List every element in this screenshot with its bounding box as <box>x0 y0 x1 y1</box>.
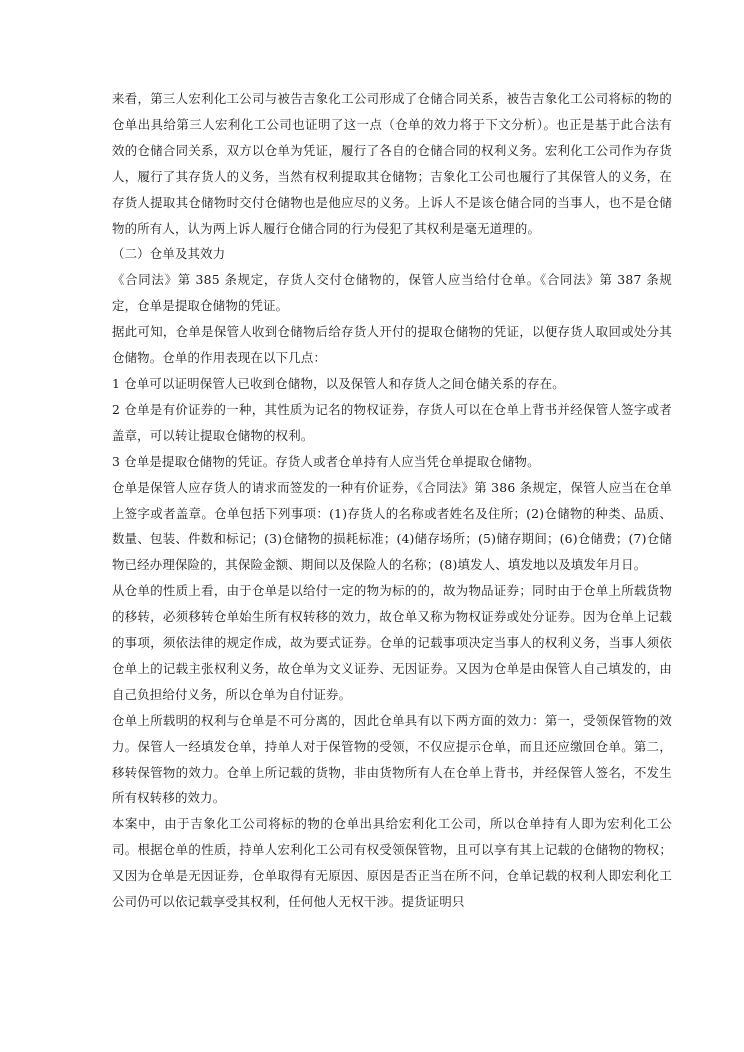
section-heading-warehouse-receipt: （二）仓单及其效力 <box>112 246 226 262</box>
paragraph-warehouse-contract: 来看，第三人宏利化工公司与被告吉象化工公司形成了仓储合同关系，被告吉象化工公司将标的物的仓单出具给第三人宏利化工公司也证明了这一点（仓单的效力将于下文分析）。也正是基于此合法有效的仓储合同关系，双方以仓单为凭证，履行了各自的仓储合同的权利义务。宏利化工公司作为存货人，履行了其存货人的义务，当然有权利提取其仓储物；吉象化工公司也履行了其保管人的义务，在存货人提取其仓储物时交付仓储物也是他应尽的义务。上诉人不是该仓储合同的当事人，也不是仓储物的所有人，认为两上诉人履行仓储合同的行为侵犯了其权利是毫无道理的。 <box>112 91 672 236</box>
paragraph-contract-law-articles: 《合同法》第 385 条规定，存货人交付仓储物的，保管人应当给付仓单。《合同法》第 387 条规定，仓单是提取仓储物的凭证。 <box>112 272 672 314</box>
paragraph-receipt-definition: 据此可知，仓单是保管人收到仓储物后给存货人开付的提取仓储物的凭证，以便存货人取回或处分其仓储物。仓单的作用表现在以下几点： <box>112 324 672 366</box>
document-body <box>112 86 672 915</box>
paragraph-receipt-items: 仓单是保管人应存货人的请求而签发的一种有价证券，《合同法》第 386 条规定，保管人应当在仓单上签字或者盖章。仓单包括下列事项：(1)存货人的名称或者姓名及住所；(2)仓储物的种类、品质、数量、包装、件数和标记；(3)仓储物的损耗标准；(4)储存场所；(5)储存期间；(6)仓储费；(7)仓储物已经办理保险的，其保险金额、期间以及保险人的名称；(8)填发人、填发地以及填发年月日。 <box>112 479 672 573</box>
paragraph-receipt-nature: 从仓单的性质上看，由于仓单是以给付一定的物为标的的，故为物品证券；同时由于仓单上所载货物的移转，必须移转仓单始生所有权转移的效力，故仓单又称为物权证券或处分证券。因为仓单上记载的事项，须依法律的规定作成，故为要式证券。仓单的记载事项决定当事人的权利义务，当事人须依仓单上的记载主张权利义务，故仓单为文义证券、无因证券。又因为仓单是由保管人自己填发的，由自己负担给付义务，所以仓单为自付证券。 <box>112 583 672 702</box>
list-item-1: 1 仓单可以证明保管人已收到仓储物，以及保管人和存货人之间仓储关系的存在。 <box>112 375 565 391</box>
paragraph-receipt-effect: 仓单上所载明的权利与仓单是不可分离的，因此仓单具有以下两方面的效力：第一，受领保管物的效力。保管人一经填发仓单，持单人对于保管物的受领，不仅应提示仓单，而且还应缴回仓单。第二，移转保管物的效力。仓单上所记载的货物，非由货物所有人在仓单上背书，并经保管人签名，不发生所有权转移的效力。 <box>112 712 672 806</box>
list-item-2: 2 仓单是有价证券的一种，其性质为记名的物权证券，存货人可以在仓单上背书并经保管人签字或者盖章，可以转让提取仓储物的权利。 <box>112 401 672 443</box>
list-item-3: 3 仓单是提取仓储物的凭证。存货人或者仓单持有人应当凭仓单提取仓储物。 <box>112 453 540 469</box>
paragraph-case-analysis: 本案中，由于吉象化工公司将标的物的仓单出具给宏利化工公司，所以仓单持有人即为宏利化工公司。根据仓单的性质，持单人宏利化工公司有权受领保管物，且可以享有其上记载的仓储物的物权；又因为仓单是无因证券，仓单取得有无原因、原因是否正当在所不问，仓单记载的权利人即宏利化工公司仍可以依记载享受其权利，任何他人无权干涉。提货证明只 <box>112 816 672 910</box>
